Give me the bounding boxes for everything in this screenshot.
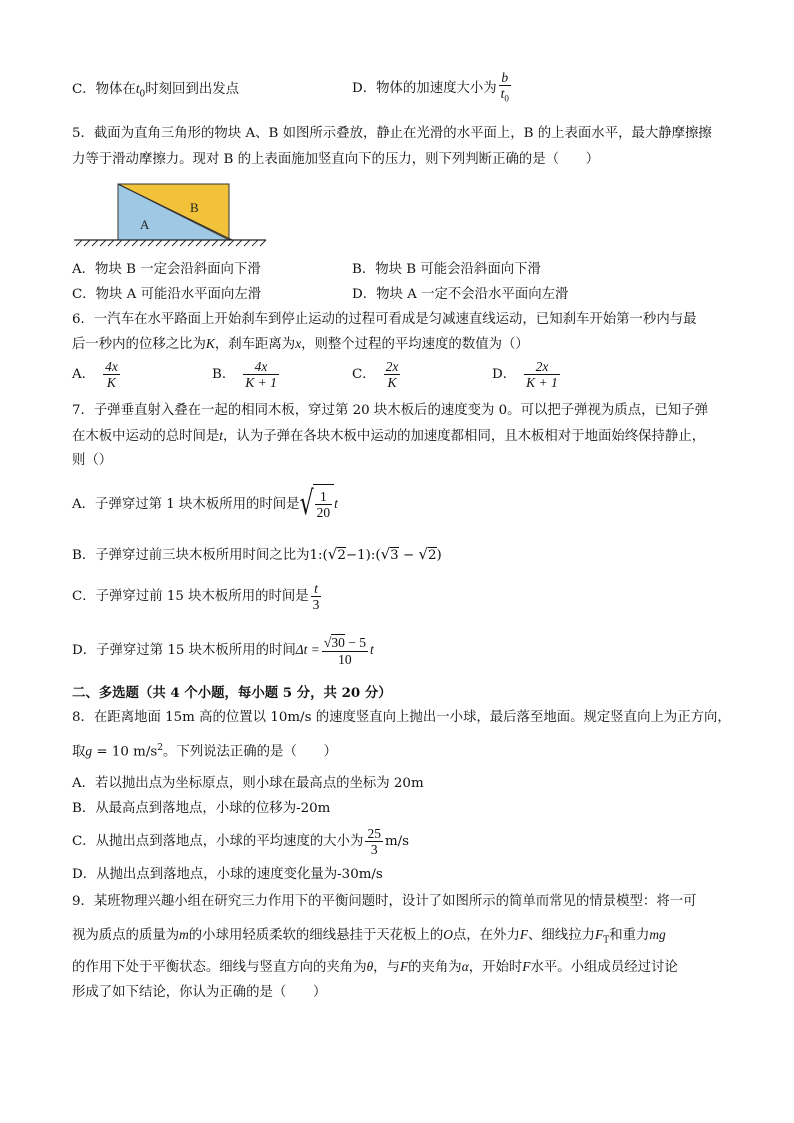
q7-option-b: B．子弹穿过前三块木板所用时间之比为1:(√2−1):(√3 − √2) <box>72 545 442 563</box>
q7-option-c: C．子弹穿过前 15 块木板所用的时间是 $\frac{t}{3}$ <box>72 581 320 612</box>
q4-option-d: D．物体的加速度大小为 $\frac{b}{t_0}$ <box>352 70 509 104</box>
q5-option-a: A．物块 B 一定会沿斜面向下滑 <box>72 262 261 277</box>
q6-option-b: B． $\frac{4x}{K + 1}$ <box>212 359 277 390</box>
q5-stem-line2: 力等于滑动摩擦力。现对 B 的上表面施加竖直向下的压力，则下列判断正确的是（ ） <box>72 152 600 167</box>
q6-option-a: A． $\frac{4x}{K}$ <box>72 359 118 390</box>
q4-option-c: C．物体在$t_0$时刻回到出发点 <box>72 81 240 100</box>
q5-stem-line1: 5．截面为直角三角形的物块 A、B 如图所示叠放，静止在光滑的水平面上，B 的上表面水平，最大静摩擦擦 <box>72 126 712 141</box>
q6-stem-line1: 6．一汽车在水平路面上开始刹车到停止运动的过程可看成是匀减速直线运动，已知刹车开始第一秒内与最 <box>72 312 697 327</box>
q8-option-a: A．若以抛出点为坐标原点，则小球在最高点的坐标为 20m <box>72 776 424 791</box>
label-a: A <box>140 217 150 232</box>
label-b: B <box>190 200 199 215</box>
q9-stem-line4: 形成了如下结论，你认为正确的是（ ） <box>72 985 327 1000</box>
q6-stem-line2: 后一秒内的位移之比为K，刹车距离为x，则整个过程的平均速度的数值为（） <box>72 336 529 352</box>
q5-figure <box>70 178 270 248</box>
q8-stem-line1: 8．在距离地面 15m 高的位置以 10m/s 的速度竖直向上抛出一小球，最后落至地面。规定竖直向上为正方向， <box>72 710 731 725</box>
q7-stem-line3: 则（） <box>72 453 113 468</box>
q5-option-c: C．物块 A 可能沿水平面向左滑 <box>72 287 262 302</box>
q8-option-b: B．从最高点到落地点，小球的位移为-20m <box>72 801 331 816</box>
q7-stem-line2: 在木板中运动的总时间是t，认为子弹在各块木板中运动的加速度都相同，且木板相对于地面始终保持静止， <box>72 428 706 444</box>
q8-option-d: D．从抛出点到落地点，小球的速度变化量为-30m/s <box>72 867 383 882</box>
q5-option-d: D．物块 A 一定不会沿水平面向左滑 <box>352 287 569 302</box>
q8-option-c: C．从抛出点到落地点，小球的平均速度的大小为 $\frac{25}{3}$ m/s <box>72 826 410 857</box>
q7-option-a: A．子弹穿过第 1 块木板所用的时间是√ $\frac{1}{20}$ t <box>72 484 338 525</box>
q9-stem-line2: 视为质点的质量为m的小球用轻质柔软的细线悬挂于天花板上的O点，在外力F、细线拉力$F_T$和重力mg <box>72 927 666 946</box>
q7-option-d: D．子弹穿过第 15 块木板所用的时间Δt = $\frac{√30 - 5}{10}$ t <box>72 634 374 667</box>
q9-stem-line3: 的作用下处于平衡状态。细线与竖直方向的夹角为θ，与F的夹角为α，开始时F水平。小组成员经过讨论 <box>72 959 678 975</box>
q5-option-b: B．物块 B 可能会沿斜面向下滑 <box>352 262 541 277</box>
ground-hatch <box>76 240 266 246</box>
q8-stem-line2: 取g = 10 $m/s^2$。下列说法正确的是（ ） <box>72 743 338 760</box>
q7-stem-line1: 7．子弹垂直射入叠在一起的相同木板，穿过第 20 块木板后的速度变为 0。可以把子弹视为质点，已知子弹 <box>72 403 709 418</box>
q6-option-c: C． $\frac{2x}{K}$ <box>352 359 399 390</box>
section-title-multiple-choice: 二、多选题（共 4 个小题，每小题 5 分，共 20 分） <box>72 685 392 701</box>
q6-option-d: D． $\frac{2x}{K + 1}$ <box>492 359 558 390</box>
q9-stem-line1: 9．某班物理兴趣小组在研究三力作用下的平衡问题时，设计了如图所示的简单而常见的情景模型：将一可 <box>72 894 697 909</box>
